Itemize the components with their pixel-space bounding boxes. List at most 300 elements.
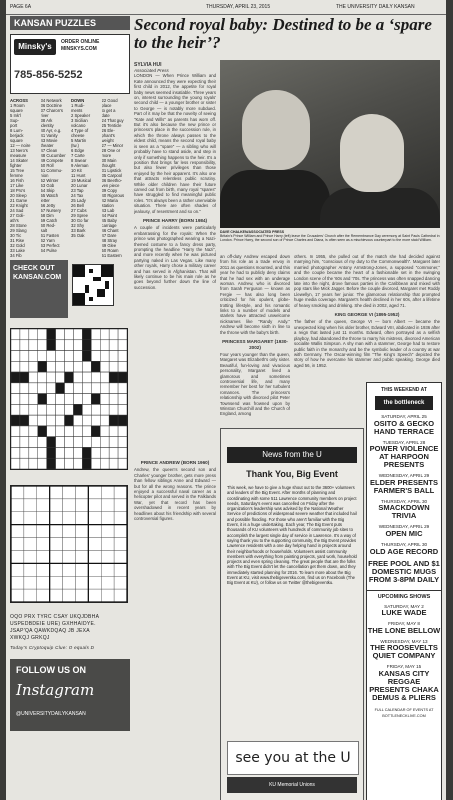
crossword-cell[interactable] xyxy=(56,394,65,405)
crossword-cell[interactable] xyxy=(65,458,74,469)
bottleneck-ad[interactable] xyxy=(366,382,442,800)
sudoku-cell[interactable] xyxy=(11,589,24,602)
section-subhead: PRINCE HARRY (BORN 1984) xyxy=(142,217,208,223)
caption-text: Britain's Prince William and Prince Harry (left) leave the Crusaders' Church after the Remembrance Day ceremony at Saint Pauls Cathedral in London. Prince Harry, the second son of Prince Charles and Diana, is often seen as a mischievous counterpart to the more staid William. xyxy=(220,234,440,243)
sudoku-cell[interactable] xyxy=(37,550,50,563)
news-box-title: Thank You, Big Event xyxy=(246,469,338,479)
event-title: FREE POOL AND $1 DOMESTIC MUGS FROM 3-8PM DAILY xyxy=(368,558,440,584)
crossword-cell[interactable] xyxy=(109,351,118,362)
sudoku-cell[interactable] xyxy=(88,525,101,538)
sudoku-cell[interactable] xyxy=(11,563,24,576)
byline-role: Associated Press xyxy=(134,68,169,73)
minskys-logo: Minsky's xyxy=(14,39,56,55)
crossword-cell[interactable] xyxy=(47,404,56,415)
crossword-cell[interactable] xyxy=(20,340,29,351)
kansan-promo xyxy=(10,260,130,320)
crossword-cell[interactable] xyxy=(73,394,82,405)
crossword-cell[interactable] xyxy=(47,383,56,394)
crossword-cell[interactable] xyxy=(29,351,38,362)
sudoku-cell[interactable] xyxy=(11,576,24,589)
sudoku-cell[interactable] xyxy=(11,525,24,538)
crossword-cell[interactable] xyxy=(65,394,74,405)
news-from-the-u-box xyxy=(220,428,364,800)
sudoku-cell[interactable] xyxy=(88,486,101,499)
sudoku-cell[interactable] xyxy=(101,589,114,602)
photo-caption xyxy=(220,230,440,243)
crossword-cell[interactable] xyxy=(109,361,118,372)
crossword-cell[interactable] xyxy=(29,447,38,458)
sudoku-cell[interactable] xyxy=(11,550,24,563)
sudoku-cell[interactable] xyxy=(24,525,37,538)
crossword-block xyxy=(47,340,56,351)
sudoku-cell[interactable] xyxy=(63,563,76,576)
crossword-cell[interactable] xyxy=(29,415,38,426)
crossword-cell[interactable] xyxy=(65,340,74,351)
crossword-block xyxy=(38,394,47,405)
crossword-cell[interactable] xyxy=(47,361,56,372)
cryptoquip-clue: Today's Cryptoquip Clue: O equals D xyxy=(10,645,95,650)
crossword-cell[interactable] xyxy=(118,340,127,351)
crossword-cell[interactable] xyxy=(20,404,29,415)
crossword-block xyxy=(109,415,118,426)
sudoku-cell[interactable] xyxy=(114,576,127,589)
sudoku-cell[interactable] xyxy=(101,512,114,525)
sudoku-cell[interactable] xyxy=(37,589,50,602)
instagram-ad[interactable] xyxy=(10,659,130,731)
byline: SYLVIA HUI xyxy=(134,62,162,68)
sudoku-cell[interactable] xyxy=(50,550,63,563)
sudoku-cell[interactable] xyxy=(24,563,37,576)
minskys-url: MINSKYS.COM xyxy=(61,46,97,52)
puzzles-title: KANSAN PUZZLES xyxy=(10,16,130,30)
crossword-cell[interactable] xyxy=(20,458,29,469)
sudoku-cell[interactable] xyxy=(24,499,37,512)
crossword-cell[interactable] xyxy=(47,372,56,383)
crossword-cell[interactable] xyxy=(56,437,65,448)
sudoku-cell[interactable] xyxy=(88,499,101,512)
sudoku-cell[interactable] xyxy=(75,550,88,563)
sudoku-cell[interactable] xyxy=(114,486,127,499)
follow-us-text: FOLLOW US ON xyxy=(16,665,86,675)
sudoku-cell[interactable] xyxy=(75,576,88,589)
crossword-cell[interactable] xyxy=(82,437,91,448)
sudoku-cell[interactable] xyxy=(50,538,63,551)
crossword-cell[interactable] xyxy=(73,372,82,383)
sudoku-cell[interactable] xyxy=(101,486,114,499)
crossword-grid[interactable] xyxy=(10,328,128,470)
crossword-cell[interactable] xyxy=(47,415,56,426)
crossword-cell[interactable] xyxy=(91,458,100,469)
sudoku-cell[interactable] xyxy=(37,563,50,576)
crossword-cell[interactable] xyxy=(29,394,38,405)
crossword-cell[interactable] xyxy=(100,458,109,469)
sudoku-cell[interactable] xyxy=(101,576,114,589)
crossword-cell[interactable] xyxy=(29,458,38,469)
crossword-cell[interactable] xyxy=(109,437,118,448)
crossword-cell[interactable] xyxy=(100,361,109,372)
sudoku-cell[interactable] xyxy=(50,563,63,576)
sudoku-grid[interactable] xyxy=(10,485,128,603)
order-online-text: ORDER ONLINE xyxy=(61,39,100,45)
sudoku-cell[interactable] xyxy=(63,512,76,525)
crossword-cell[interactable] xyxy=(65,447,74,458)
event-date: SATURDAY, MAY 2 xyxy=(384,603,424,609)
event-date: THURSDAY, APRIL 30 xyxy=(380,498,428,504)
crossword-cell[interactable] xyxy=(38,447,47,458)
photo-figure-left xyxy=(220,170,330,228)
sudoku-cell[interactable] xyxy=(101,538,114,551)
crossword-cell[interactable] xyxy=(20,329,29,340)
crossword-cell[interactable] xyxy=(56,458,65,469)
crossword-cell[interactable] xyxy=(100,426,109,437)
sudoku-cell[interactable] xyxy=(63,550,76,563)
crossword-cell[interactable] xyxy=(38,458,47,469)
crossword-cell[interactable] xyxy=(109,329,118,340)
qr-code-icon[interactable] xyxy=(72,264,114,306)
crossword-cell[interactable] xyxy=(20,447,29,458)
crossword-cell[interactable] xyxy=(100,415,109,426)
crossword-block xyxy=(38,426,47,437)
sudoku-cell[interactable] xyxy=(37,525,50,538)
sudoku-cell[interactable] xyxy=(37,538,50,551)
crossword-block xyxy=(47,458,56,469)
event-item xyxy=(367,542,441,556)
crossword-block xyxy=(118,415,127,426)
sudoku-cell[interactable] xyxy=(63,525,76,538)
sudoku-cell[interactable] xyxy=(11,538,24,551)
news-box-banner: News from the U xyxy=(227,447,357,463)
crossword-cell[interactable] xyxy=(11,458,20,469)
crossword-cell[interactable] xyxy=(100,351,109,362)
crossword-block xyxy=(73,404,82,415)
crossword-cell[interactable] xyxy=(82,383,91,394)
crossword-cell[interactable] xyxy=(109,383,118,394)
sudoku-cell[interactable] xyxy=(101,499,114,512)
article-text: an off-duty Andrew escaped down from his role as a trade envoy in 2011 as questions mounted, and this year he had to publicly deny claims that he had sex with an underage woman. Andrew, who is divorced from Sarah Ferguson — known as Fergie — has also long been criticized for his opulent, globe-trotting lifestyle, and his romantic links to a number of models and starlets have attracted unwelcome nicknames like "Randy Andy." Andrew will become sixth in line to the throne with the baby's birth. xyxy=(220,254,290,335)
crossword-cell[interactable] xyxy=(73,447,82,458)
sudoku-cell[interactable] xyxy=(75,589,88,602)
crossword-cell[interactable] xyxy=(29,404,38,415)
crossword-cell[interactable] xyxy=(109,458,118,469)
crossword-cell[interactable] xyxy=(109,447,118,458)
crossword-cell[interactable] xyxy=(38,329,47,340)
crossword-cell[interactable] xyxy=(100,340,109,351)
crossword-cell[interactable] xyxy=(118,351,127,362)
sudoku-cell[interactable] xyxy=(114,525,127,538)
crossword-cell[interactable] xyxy=(118,426,127,437)
sudoku-cell[interactable] xyxy=(63,486,76,499)
crossword-cell[interactable] xyxy=(118,329,127,340)
crossword-cell[interactable] xyxy=(20,426,29,437)
article-headline: Second royal baby: Destined to be a ‘spare to the heir’? xyxy=(134,15,432,52)
crossword-cell[interactable] xyxy=(91,437,100,448)
event-date: WEDNESDAY, APRIL 29 xyxy=(378,473,430,479)
crossword-cell[interactable] xyxy=(100,394,109,405)
upcoming-list xyxy=(367,604,441,702)
crossword-cell[interactable] xyxy=(20,394,29,405)
crossword-cell[interactable] xyxy=(100,447,109,458)
crossword-cell[interactable] xyxy=(20,437,29,448)
crossword-cell[interactable] xyxy=(118,447,127,458)
crossword-cell[interactable] xyxy=(73,340,82,351)
crossword-cell[interactable] xyxy=(38,383,47,394)
crossword-cell[interactable] xyxy=(118,383,127,394)
crossword-cell[interactable] xyxy=(73,426,82,437)
crossword-cell[interactable] xyxy=(91,383,100,394)
puzzles-section xyxy=(10,16,130,800)
sudoku-cell[interactable] xyxy=(50,512,63,525)
sudoku-cell[interactable] xyxy=(24,512,37,525)
crossword-cell[interactable] xyxy=(38,415,47,426)
minskys-ad[interactable] xyxy=(10,34,130,94)
crossword-cell[interactable] xyxy=(73,361,82,372)
crossword-cell[interactable] xyxy=(56,340,65,351)
crossword-cell[interactable] xyxy=(47,351,56,362)
sudoku-cell[interactable] xyxy=(88,563,101,576)
crossword-cell[interactable] xyxy=(109,340,118,351)
crossword-cell[interactable] xyxy=(11,351,20,362)
photo-figure-right xyxy=(320,188,440,228)
sudoku-cell[interactable] xyxy=(75,563,88,576)
crossword-cell[interactable] xyxy=(56,329,65,340)
event-item xyxy=(367,621,441,635)
sudoku-cell[interactable] xyxy=(75,486,88,499)
event-item xyxy=(367,639,441,661)
crossword-cell[interactable] xyxy=(91,329,100,340)
down-list-1: 1 Rudi- ments 2 Speaker 3 Sicilian volcano 4 Type of cheese 5 Martin (tw.) 6 Edge 7 Carte 8 Swear 9 Aleman 10 Kit 11 Hunt 19 Musical 20 Lunar 23 Tap 24 Tax 25 Lady 26 Bell 27 Cubs 29 Spree 30 Go far 32 Shy 33 Bark 35 Oak xyxy=(71,103,92,238)
across-title: ACROSS xyxy=(10,98,28,103)
crossword-cell[interactable] xyxy=(118,458,127,469)
photo-face-left xyxy=(242,90,310,170)
royals-photo xyxy=(220,60,440,228)
crossword-cell[interactable] xyxy=(73,383,82,394)
crossword-cell[interactable] xyxy=(38,437,47,448)
crossword-cell[interactable] xyxy=(38,404,47,415)
sudoku-cell[interactable] xyxy=(101,563,114,576)
crossword-cell[interactable] xyxy=(56,426,65,437)
crossword-cell[interactable] xyxy=(56,361,65,372)
sudoku-cell[interactable] xyxy=(37,499,50,512)
crossword-cell[interactable] xyxy=(109,426,118,437)
crossword-cell[interactable] xyxy=(65,329,74,340)
sudoku-cell[interactable] xyxy=(11,486,24,499)
crossword-cell[interactable] xyxy=(91,447,100,458)
crossword-cell[interactable] xyxy=(65,437,74,448)
crossword-cell[interactable] xyxy=(91,404,100,415)
event-title: SMACKDOWN TRIVIA xyxy=(378,503,430,521)
crossword-cell[interactable] xyxy=(91,372,100,383)
event-title: OSITO & GECKO HAND TERRACE xyxy=(373,418,435,436)
sudoku-cell[interactable] xyxy=(37,486,50,499)
crossword-cell[interactable] xyxy=(91,340,100,351)
crossword-cell[interactable] xyxy=(82,361,91,372)
sudoku-cell[interactable] xyxy=(114,563,127,576)
crossword-block xyxy=(82,447,91,458)
sudoku-cell[interactable] xyxy=(63,538,76,551)
event-date: FRIDAY, MAY 15 xyxy=(386,664,422,670)
crossword-block xyxy=(65,415,74,426)
sudoku-cell[interactable] xyxy=(24,550,37,563)
section-subhead: PRINCESS MARGARET (1930-2002) xyxy=(222,339,288,350)
crossword-cell[interactable] xyxy=(11,426,20,437)
crossword-cell[interactable] xyxy=(47,426,56,437)
crossword-cell[interactable] xyxy=(65,404,74,415)
sudoku-cell[interactable] xyxy=(114,499,127,512)
cryptoquip-line: XWKQJ GRKQJ xyxy=(10,635,50,641)
crossword-cell[interactable] xyxy=(29,426,38,437)
crossword-cell[interactable] xyxy=(29,437,38,448)
crossword-cell[interactable] xyxy=(100,372,109,383)
crossword-block xyxy=(109,372,118,383)
sudoku-cell[interactable] xyxy=(37,512,50,525)
crossword-cell[interactable] xyxy=(29,340,38,351)
crossword-cell[interactable] xyxy=(82,426,91,437)
ku-memorial-unions: KU Memorial Unions xyxy=(227,777,357,793)
sudoku-cell[interactable] xyxy=(75,525,88,538)
event-item xyxy=(367,414,441,436)
check-out-kansan: CHECK OUT KANSAN.COM xyxy=(10,260,68,318)
crossword-cell[interactable] xyxy=(65,351,74,362)
crossword-cell[interactable] xyxy=(11,437,20,448)
crossword-cell[interactable] xyxy=(11,394,20,405)
crossword-cell[interactable] xyxy=(109,394,118,405)
crossword-cell[interactable] xyxy=(11,361,20,372)
sudoku-cell[interactable] xyxy=(88,576,101,589)
crossword-block xyxy=(91,426,100,437)
crossword-cell[interactable] xyxy=(11,404,20,415)
crossword-cell[interactable] xyxy=(29,383,38,394)
sudoku-cell[interactable] xyxy=(24,538,37,551)
crossword-cell[interactable] xyxy=(118,404,127,415)
newspaper-page xyxy=(6,0,446,800)
crossword-block xyxy=(20,415,29,426)
crossword-cell[interactable] xyxy=(100,437,109,448)
sudoku-cell[interactable] xyxy=(75,512,88,525)
crossword-cell[interactable] xyxy=(20,361,29,372)
event-list xyxy=(367,414,441,584)
crossword-cell[interactable] xyxy=(11,329,20,340)
bottleneck-logo: the bottleneck xyxy=(375,396,433,410)
crossword-cell[interactable] xyxy=(38,351,47,362)
crossword-cell[interactable] xyxy=(20,351,29,362)
crossword-cell[interactable] xyxy=(91,415,100,426)
sudoku-cell[interactable] xyxy=(75,538,88,551)
crossword-cell[interactable] xyxy=(11,383,20,394)
sudoku-cell[interactable] xyxy=(63,589,76,602)
sudoku-cell[interactable] xyxy=(37,576,50,589)
crossword-cell[interactable] xyxy=(47,394,56,405)
crossword-cell[interactable] xyxy=(118,394,127,405)
crossword-cell[interactable] xyxy=(91,351,100,362)
crossword-cell[interactable] xyxy=(65,383,74,394)
down-clues-2: 22 Good place to get a date 24 That guy 25 Tenticle 26 Ele- phant's weight 27 — Minor 28 One or more 30 Main thought 31 Lipstick 35 Carpool 36 Beetho- ven piece 39 Copy 40 Rigorous 42 Maria station 43 Lab 44 Paint 45 Baby carriage 46 Chant 47 Dare 48 Stray 49 Glee 50 Roam 51 Eastern xyxy=(101,98,125,258)
crossword-cell[interactable] xyxy=(73,458,82,469)
sudoku-cell[interactable] xyxy=(88,589,101,602)
sudoku-cell[interactable] xyxy=(88,512,101,525)
crossword-cell[interactable] xyxy=(56,415,65,426)
sudoku-cell[interactable] xyxy=(11,499,24,512)
instagram-logo: Instagram xyxy=(16,681,95,699)
sudoku-cell[interactable] xyxy=(24,576,37,589)
sudoku-cell[interactable] xyxy=(88,550,101,563)
sudoku-cell[interactable] xyxy=(114,512,127,525)
sudoku-cell[interactable] xyxy=(75,499,88,512)
crossword-cell[interactable] xyxy=(82,372,91,383)
minskys-phone: 785-856-5252 xyxy=(14,69,83,81)
crossword-cell[interactable] xyxy=(11,447,20,458)
crossword-cell[interactable] xyxy=(38,372,47,383)
sudoku-cell[interactable] xyxy=(101,525,114,538)
sudoku-cell[interactable] xyxy=(50,525,63,538)
crossword-cell[interactable] xyxy=(73,351,82,362)
crossword-cell[interactable] xyxy=(38,340,47,351)
crossword-cell[interactable] xyxy=(20,383,29,394)
event-date: WEDNESDAY, MAY 13 xyxy=(380,638,428,644)
crossword-cell[interactable] xyxy=(82,415,91,426)
crossword-cell[interactable] xyxy=(29,329,38,340)
sudoku-cell[interactable] xyxy=(11,512,24,525)
sudoku-cell[interactable] xyxy=(50,486,63,499)
sudoku-cell[interactable] xyxy=(101,550,114,563)
crossword-cell[interactable] xyxy=(29,361,38,372)
see-you-at-the-u: see you at the U xyxy=(227,741,359,775)
crossword-cell[interactable] xyxy=(73,329,82,340)
sudoku-cell[interactable] xyxy=(63,499,76,512)
crossword-cell[interactable] xyxy=(65,426,74,437)
sudoku-cell[interactable] xyxy=(63,576,76,589)
page-number: PAGE 6A xyxy=(10,4,32,10)
crossword-cell[interactable] xyxy=(82,394,91,405)
crossword-cell[interactable] xyxy=(29,372,38,383)
down-clues xyxy=(71,98,100,258)
article-text: A couple of incidents were particularly embarrassing for the royals: When the prince was photographed wearing a Nazi-themed costume to a fancy dress party, prompting the headline "Harry the Nazi", and more recently when he was pictured partying naked in Las Vegas. Like many other royals, Harry chose a military career and has served in Afghanistan. That will likely continue to be his main role as he goes beyond further down the line of succession. xyxy=(134,225,216,290)
crossword-block xyxy=(20,372,29,383)
this-weekend: THIS WEEKEND AT xyxy=(381,387,427,393)
sudoku-cell[interactable] xyxy=(24,589,37,602)
crossword-cell[interactable] xyxy=(56,447,65,458)
sudoku-cell[interactable] xyxy=(114,589,127,602)
article-column-1 xyxy=(134,58,216,450)
event-title: POWER VIOLENCE AT HARPOON PRESENTS xyxy=(369,444,439,470)
sudoku-cell[interactable] xyxy=(114,538,127,551)
crossword-cell[interactable] xyxy=(100,329,109,340)
photo-credit: DAVE CHALKEN/ASSOCIATED PRESS xyxy=(220,230,285,234)
sudoku-cell[interactable] xyxy=(114,550,127,563)
cryptoquip-line: JSAP'QA QAWKDQAQ JB JEXA xyxy=(10,628,90,634)
crossword-cell[interactable] xyxy=(56,351,65,362)
crossword-cell[interactable] xyxy=(65,361,74,372)
crossword-cell[interactable] xyxy=(73,415,82,426)
sudoku-cell[interactable] xyxy=(50,576,63,589)
crossword-block xyxy=(82,351,91,362)
sudoku-cell[interactable] xyxy=(50,589,63,602)
sudoku-cell[interactable] xyxy=(88,538,101,551)
crossword-cell[interactable] xyxy=(109,404,118,415)
sudoku-cell[interactable] xyxy=(50,499,63,512)
crossword-cell[interactable] xyxy=(82,404,91,415)
crossword-block xyxy=(56,383,65,394)
event-date: SATURDAY, APRIL 25 xyxy=(381,414,427,419)
crossword-cell[interactable] xyxy=(100,383,109,394)
crossword-cell[interactable] xyxy=(56,404,65,415)
crossword-cell[interactable] xyxy=(73,437,82,448)
sudoku-cell[interactable] xyxy=(24,486,37,499)
crossword-cell[interactable] xyxy=(118,361,127,372)
crossword-cell[interactable] xyxy=(118,437,127,448)
crossword-cell[interactable] xyxy=(11,340,20,351)
crossword-cell[interactable] xyxy=(56,372,65,383)
crossword-cell[interactable] xyxy=(100,404,109,415)
